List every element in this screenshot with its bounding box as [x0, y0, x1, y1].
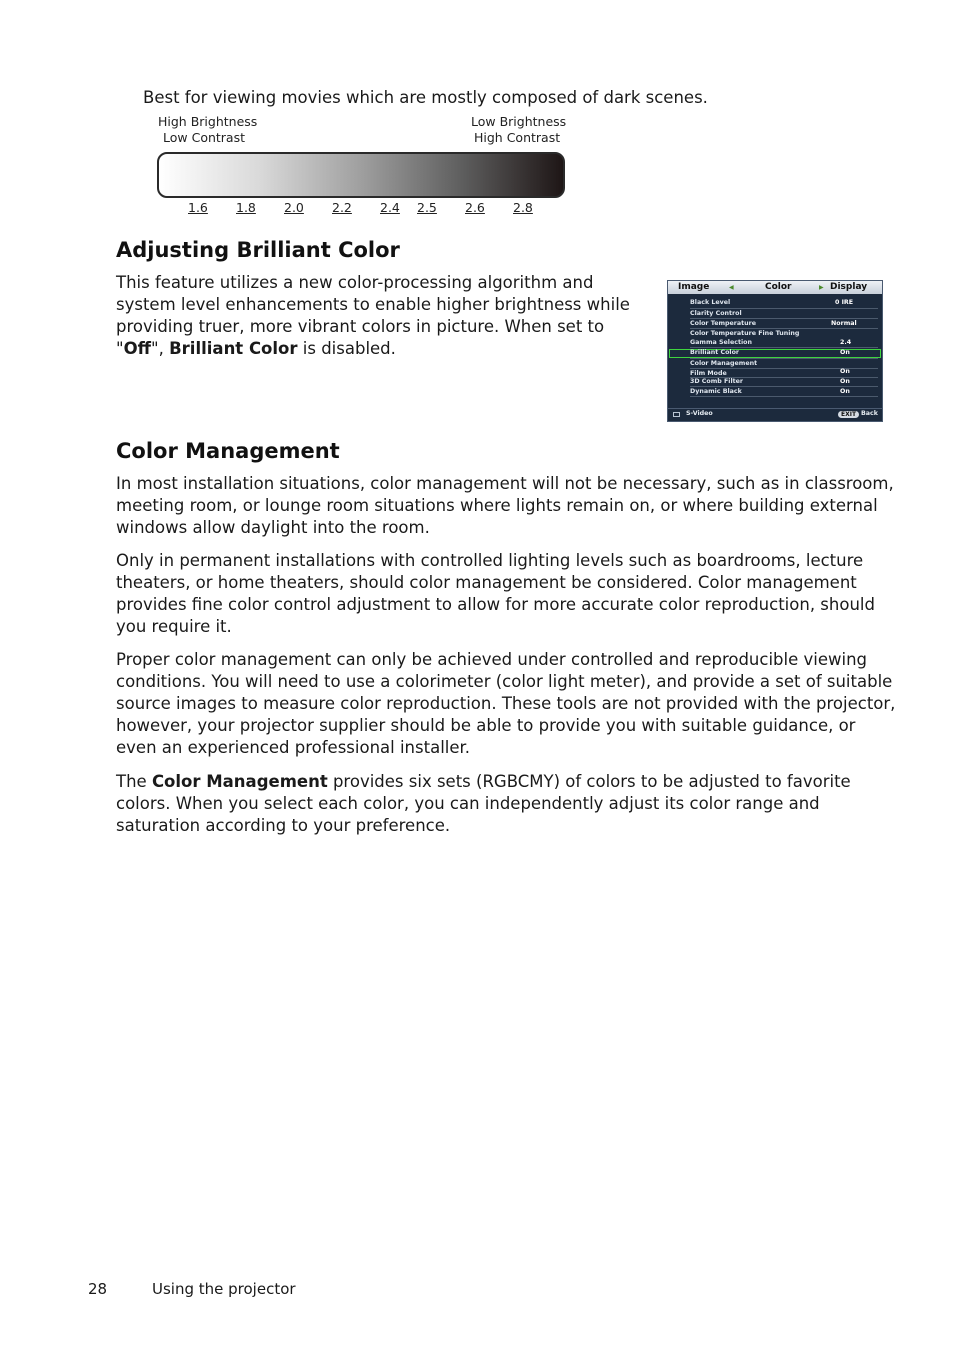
- color-management-paragraph-3: Proper color management can only be achieved under controlled and reproducible viewing conditions. You will need to use a colorimeter (color light meter), and provide a set of suitable source images to measure color reproduction. These tools are not provided with the projector, however, your projector supplier should be able to provide you with suitable guidance, or even an experienced professional installer.: [116, 650, 896, 757]
- osd-item: [690, 298, 880, 307]
- osd-item: [690, 359, 880, 368]
- osd-item-label: Dynamic Black: [690, 388, 742, 395]
- brilliant-color-heading: Adjusting Brilliant Color: [116, 238, 400, 262]
- osd-item-value: On: [840, 388, 850, 395]
- osd-item: [690, 329, 880, 338]
- osd-back-label: Back: [861, 410, 878, 417]
- page-number: 28: [88, 1280, 108, 1298]
- osd-item-value: 0 IRE: [835, 299, 854, 306]
- gamma-gradient-bar: [157, 152, 565, 198]
- osd-item: [690, 319, 880, 328]
- gamma-tick: 2.4: [380, 200, 400, 215]
- osd-exit-key: EXIT: [838, 411, 859, 418]
- osd-item: [690, 338, 880, 347]
- osd-tab-bar: [668, 281, 882, 294]
- gamma-tick: 1.8: [236, 200, 256, 215]
- brilliant-color-text: This feature utilizes a new color-processing algorithm and system level enhancements to enable higher brightness while providing truer, more vibrant colors in picture. When set to ": [116, 273, 630, 358]
- osd-source-label: S-Video: [686, 410, 713, 417]
- osd-item-label: Gamma Selection: [690, 339, 752, 346]
- gamma-right-label-line2: High Contrast: [474, 129, 561, 145]
- color-management-paragraph-2: Only in permanent installations with controlled lighting levels such as boardrooms, lecture theaters, or home theaters, should color management be considered. Color management provides fine color control adjustment to allow for more accurate color reproduction, should you require it.: [116, 551, 875, 636]
- brilliant-color-paragraph: [116, 272, 656, 360]
- osd-item-label: Black Level: [690, 299, 731, 306]
- gamma-left-label-line2: Low Contrast: [163, 129, 246, 145]
- gamma-left-label: [158, 114, 257, 145]
- gamma-tick: 1.6: [188, 200, 208, 215]
- brilliant-color-end: is disabled.: [297, 339, 396, 358]
- osd-divider: [690, 396, 878, 397]
- p4-end: provides six sets (RGBCMY) of colors to be adjusted to favorite colors. When you select each color, you can independently adjust its color range and saturation according to your preference.: [116, 772, 851, 835]
- osd-item-label: Film Mode: [690, 370, 727, 377]
- osd-item-value: Normal: [831, 320, 857, 327]
- osd-item-label: 3D Comb Filter: [690, 378, 744, 385]
- osd-footer: [668, 408, 882, 421]
- osd-tab-image: Image: [678, 282, 710, 292]
- osd-item-value: 2.4: [840, 339, 852, 346]
- osd-right-arrow-icon: ▶: [819, 284, 824, 291]
- osd-item-value: On: [840, 349, 850, 356]
- osd-item-label: Color Temperature: [690, 320, 757, 327]
- gamma-tick: 2.2: [332, 200, 352, 215]
- gamma-right-label-line1: Low Brightness: [471, 114, 567, 129]
- osd-tab-display: Display: [830, 282, 868, 292]
- brilliant-color-term: Brilliant Color: [169, 339, 298, 358]
- gamma-tick: 2.5: [417, 200, 437, 215]
- brilliant-color-mid: ",: [151, 339, 170, 358]
- color-management-term: Color Management: [151, 772, 328, 791]
- osd-item: [690, 377, 880, 386]
- color-management-heading: Color Management: [116, 439, 340, 463]
- gamma-tick: 2.6: [465, 200, 485, 215]
- gamma-left-label-line1: High Brightness: [158, 114, 258, 129]
- gamma-right-label: [471, 114, 566, 145]
- intro-text: Best for viewing movies which are mostly composed of dark scenes.: [143, 88, 708, 107]
- osd-item-label: Clarity Control: [690, 310, 742, 317]
- osd-item-label: Color Management: [690, 360, 758, 367]
- osd-item-selected: [690, 348, 880, 357]
- gamma-tick: 2.8: [513, 200, 533, 215]
- source-input-icon: [673, 412, 680, 417]
- osd-item-value: On: [840, 368, 850, 375]
- osd-left-arrow-icon: ◀: [729, 284, 734, 291]
- osd-item: [690, 309, 880, 318]
- osd-tab-color: Color: [765, 282, 792, 292]
- p4-start: The: [116, 772, 152, 791]
- osd-item-label: Color Temperature Fine Tuning: [690, 330, 800, 337]
- off-word: Off: [123, 339, 151, 358]
- osd-item-value: On: [840, 378, 850, 385]
- osd-item: [690, 387, 880, 396]
- footer-section-title: Using the projector: [152, 1280, 296, 1298]
- color-management-paragraph-4: [116, 771, 896, 837]
- osd-item-label: Brilliant Color: [690, 349, 740, 356]
- gamma-tick: 2.0: [284, 200, 304, 215]
- color-management-paragraph-1: In most installation situations, color management will not be necessary, such as in classroom, meeting room, or lounge room situations where lights remain on, or where building external windows allow daylight into the room.: [116, 474, 894, 537]
- osd-menu-screenshot: [667, 280, 883, 422]
